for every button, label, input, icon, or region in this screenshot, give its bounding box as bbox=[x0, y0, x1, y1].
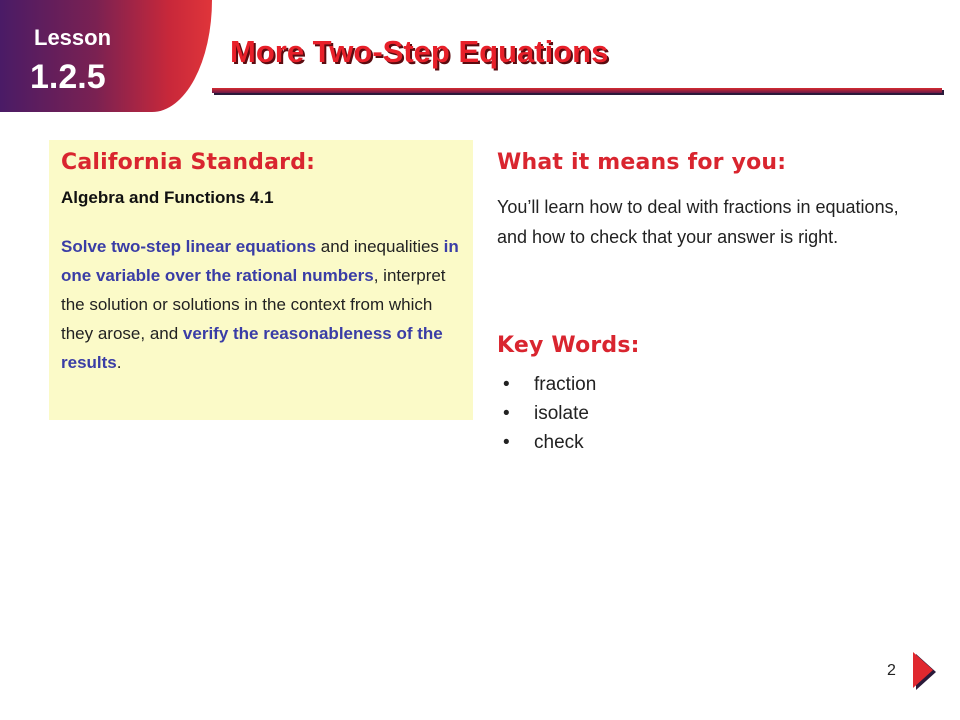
key-word-item: • check bbox=[497, 428, 596, 457]
standard-text: and inequalities bbox=[316, 237, 444, 256]
standard-emphasis: verify the reasonableness of the results bbox=[61, 324, 443, 372]
standard-heading: California Standard: bbox=[61, 150, 316, 175]
title-divider bbox=[212, 88, 942, 93]
means-heading: What it means for you: bbox=[497, 150, 787, 175]
lesson-number: 1.2.5 bbox=[30, 58, 106, 96]
lesson-label: Lesson bbox=[34, 25, 112, 50]
standard-box bbox=[49, 140, 473, 420]
triangle-right-icon bbox=[912, 652, 938, 692]
key-words-heading: Key Words: bbox=[497, 333, 640, 358]
means-body: You’ll learn how to deal with fractions in equations, and how to check that your answer is right. bbox=[497, 197, 899, 247]
lesson-tab bbox=[0, 0, 212, 112]
standard-body bbox=[61, 232, 469, 377]
key-word-item: • fraction bbox=[497, 370, 596, 399]
standard-emphasis: Solve two-step linear equations bbox=[61, 237, 317, 256]
standard-text: . bbox=[116, 353, 122, 372]
standard-subheading: Algebra and Functions 4.1 bbox=[61, 188, 274, 207]
standard-emphasis: in one variable over the rational numbers bbox=[61, 237, 459, 285]
standard-text: , interpret the solution or solutions in the context from which they arose, and bbox=[61, 266, 446, 343]
page-title: More Two-Step Equations bbox=[230, 34, 609, 69]
key-word-item: • isolate bbox=[497, 399, 596, 428]
next-slide-button[interactable] bbox=[912, 652, 938, 692]
key-words-list bbox=[497, 370, 596, 457]
page-number: 2 bbox=[887, 662, 896, 679]
